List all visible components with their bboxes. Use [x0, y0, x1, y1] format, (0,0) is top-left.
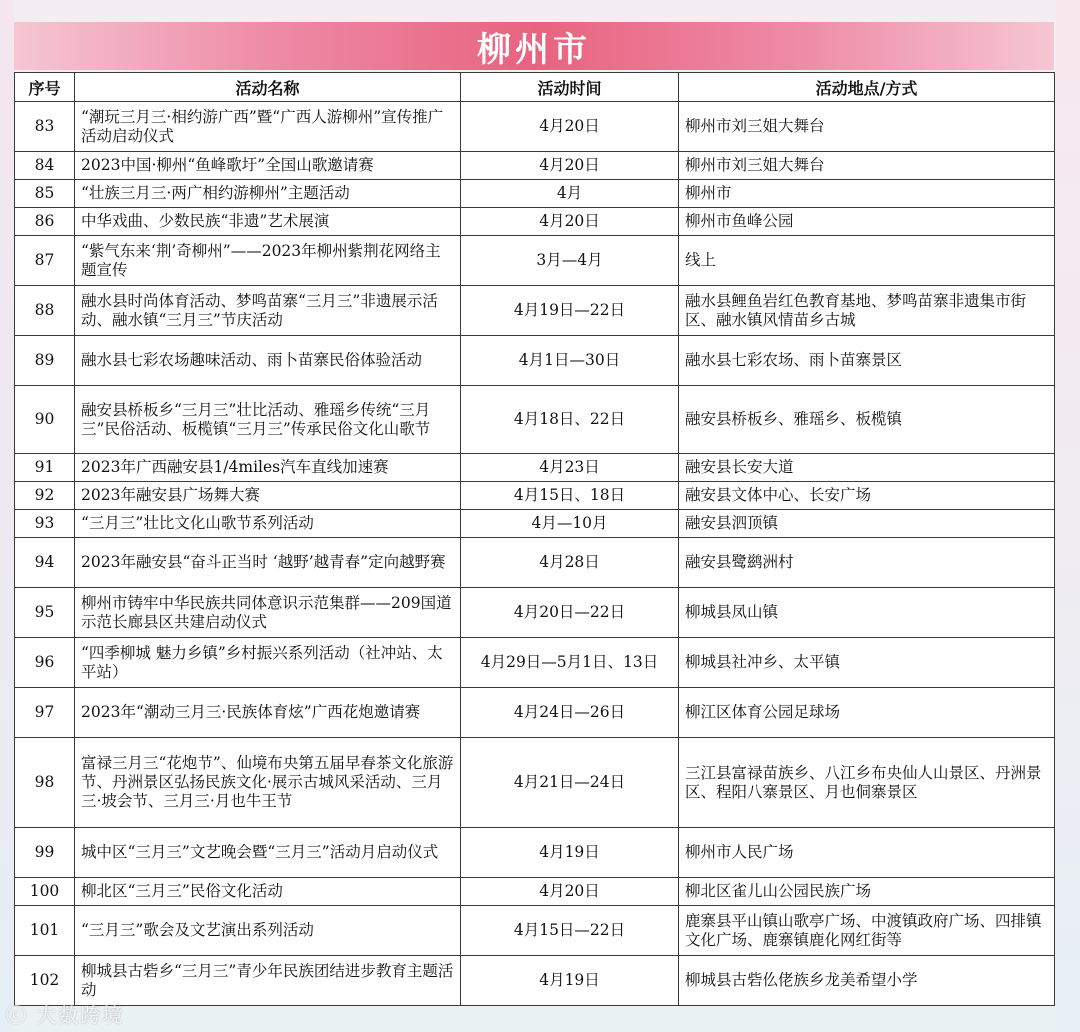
row-activity-name: “三月三”歌会及文艺演出系列活动: [75, 906, 461, 956]
row-activity-name: 柳城县古砦乡“三月三”青少年民族团结进步教育主题活动: [75, 956, 461, 1006]
row-activity-time: 4月23日: [461, 454, 679, 482]
row-activity-place: 柳州市鱼峰公园: [679, 208, 1055, 236]
table-row: [15, 336, 1055, 386]
row-number: 100: [15, 878, 75, 906]
table-header-row: [15, 73, 1055, 102]
row-activity-time: 4月19日: [461, 956, 679, 1006]
row-activity-time: 4月19日—22日: [461, 286, 679, 336]
row-activity-time: 4月15日—22日: [461, 906, 679, 956]
row-number: 88: [15, 286, 75, 336]
row-activity-place: 线上: [679, 236, 1055, 286]
row-activity-name: 2023年广西融安县1/4miles汽车直线加速赛: [75, 454, 461, 482]
row-activity-place: 融安县桥板乡、雅瑶乡、板榄镇: [679, 386, 1055, 454]
table-row: [15, 180, 1055, 208]
table-body: [15, 102, 1055, 1006]
row-activity-time: 4月28日: [461, 538, 679, 588]
row-activity-place: 柳州市人民广场: [679, 828, 1055, 878]
table-row: [15, 102, 1055, 152]
row-activity-time: 4月20日: [461, 152, 679, 180]
row-activity-place: 柳城县社冲乡、太平镇: [679, 638, 1055, 688]
right-margin-band: [1056, 0, 1080, 1032]
header-number: 序号: [15, 73, 75, 102]
row-number: 84: [15, 152, 75, 180]
row-activity-name: 融安县桥板乡“三月三”壮比活动、雅瑶乡传统“三月三”民俗活动、板榄镇“三月三”传承民俗文化山歌节: [75, 386, 461, 454]
row-activity-place: 融安县长安大道: [679, 454, 1055, 482]
row-number: 99: [15, 828, 75, 878]
table-row: [15, 152, 1055, 180]
row-activity-time: 4月24日—26日: [461, 688, 679, 738]
row-activity-place: 三江县富禄苗族乡、八江乡布央仙人山景区、丹洲景区、程阳八寨景区、月也侗寨景区: [679, 738, 1055, 828]
row-activity-name: 中华戏曲、少数民族“非遗”艺术展演: [75, 208, 461, 236]
table-row: [15, 688, 1055, 738]
row-activity-name: 2023中国·柳州“鱼峰歌圩”全国山歌邀请赛: [75, 152, 461, 180]
row-activity-name: “潮玩三月三·相约游广西”暨“广西人游柳州”宣传推广活动启动仪式: [75, 102, 461, 152]
row-number: 102: [15, 956, 75, 1006]
table-row: [15, 482, 1055, 510]
row-activity-name: 2023年融安县“奋斗正当时 ‘越野’越青春”定向越野赛: [75, 538, 461, 588]
row-activity-time: 4月—10月: [461, 510, 679, 538]
row-activity-time: 4月20日—22日: [461, 588, 679, 638]
activity-table: [14, 72, 1055, 1006]
row-activity-name: 柳北区“三月三”民俗文化活动: [75, 878, 461, 906]
row-activity-place: 柳城县古砦仫佬族乡龙美希望小学: [679, 956, 1055, 1006]
row-activity-name: 融水县七彩农场趣味活动、雨卜苗寨民俗体验活动: [75, 336, 461, 386]
table-row: [15, 588, 1055, 638]
row-activity-time: 4月29日—5月1日、13日: [461, 638, 679, 688]
row-activity-time: 4月19日: [461, 828, 679, 878]
row-activity-place: 融安县鹭鹚洲村: [679, 538, 1055, 588]
table-row: [15, 286, 1055, 336]
row-activity-place: 柳州市: [679, 180, 1055, 208]
row-number: 96: [15, 638, 75, 688]
row-activity-name: 2023年融安县广场舞大赛: [75, 482, 461, 510]
row-activity-time: 3月—4月: [461, 236, 679, 286]
row-number: 85: [15, 180, 75, 208]
row-activity-name: “三月三”壮比文化山歌节系列活动: [75, 510, 461, 538]
header-activity-name: 活动名称: [75, 73, 461, 102]
row-activity-name: “壮族三月三·两广相约游柳州”主题活动: [75, 180, 461, 208]
table-row: [15, 236, 1055, 286]
row-number: 92: [15, 482, 75, 510]
table-row: [15, 878, 1055, 906]
page-title: 柳州市: [477, 29, 591, 70]
row-activity-time: 4月21日—24日: [461, 738, 679, 828]
row-number: 97: [15, 688, 75, 738]
row-number: 90: [15, 386, 75, 454]
row-activity-name: 城中区“三月三”文艺晚会暨“三月三”活动月启动仪式: [75, 828, 461, 878]
table-row: [15, 386, 1055, 454]
header-activity-time: 活动时间: [461, 73, 679, 102]
table-row: [15, 828, 1055, 878]
row-activity-name: 融水县时尚体育活动、梦鸣苗寨“三月三”非遗展示活动、融水镇“三月三”节庆活动: [75, 286, 461, 336]
row-activity-place: 柳州市刘三姐大舞台: [679, 102, 1055, 152]
table-row: [15, 208, 1055, 236]
row-activity-place: 柳江区体育公园足球场: [679, 688, 1055, 738]
row-activity-place: 柳州市刘三姐大舞台: [679, 152, 1055, 180]
row-number: 95: [15, 588, 75, 638]
row-activity-place: 融水县七彩农场、雨卜苗寨景区: [679, 336, 1055, 386]
table-row: [15, 638, 1055, 688]
row-activity-place: 融安县文体中心、长安广场: [679, 482, 1055, 510]
row-number: 86: [15, 208, 75, 236]
watermark-logo: ⓒ 大数跨境: [6, 1003, 125, 1027]
row-activity-time: 4月20日: [461, 208, 679, 236]
row-activity-time: 4月20日: [461, 102, 679, 152]
row-activity-place: 融安县泗顶镇: [679, 510, 1055, 538]
table-row: [15, 538, 1055, 588]
table-row: [15, 906, 1055, 956]
row-number: 89: [15, 336, 75, 386]
row-activity-name: “紫气东来‘荆’奇柳州”——2023年柳州紫荆花网络主题宣传: [75, 236, 461, 286]
row-number: 94: [15, 538, 75, 588]
table-row: [15, 510, 1055, 538]
row-activity-time: 4月15日、18日: [461, 482, 679, 510]
row-activity-place: 柳城县凤山镇: [679, 588, 1055, 638]
table-row: [15, 956, 1055, 1006]
row-activity-name: “四季柳城 魅力乡镇”乡村振兴系列活动（社冲站、太平站）: [75, 638, 461, 688]
header-activity-place: 活动地点/方式: [679, 73, 1055, 102]
table-row: [15, 454, 1055, 482]
row-activity-name: 2023年“潮动三月三·民族体育炫”广西花炮邀请赛: [75, 688, 461, 738]
row-number: 93: [15, 510, 75, 538]
row-activity-time: 4月1日—30日: [461, 336, 679, 386]
row-activity-name: 柳州市铸牢中华民族共同体意识示范集群——209国道示范长廊县区共建启动仪式: [75, 588, 461, 638]
row-activity-time: 4月18日、22日: [461, 386, 679, 454]
row-activity-place: 融水县鲤鱼岩红色教育基地、梦鸣苗寨非遗集市街区、融水镇风情苗乡古城: [679, 286, 1055, 336]
row-activity-time: 4月20日: [461, 878, 679, 906]
row-number: 83: [15, 102, 75, 152]
row-number: 91: [15, 454, 75, 482]
title-banner: [14, 22, 1054, 70]
row-number: 98: [15, 738, 75, 828]
row-activity-time: 4月: [461, 180, 679, 208]
row-number: 87: [15, 236, 75, 286]
left-margin-band: [0, 0, 14, 1032]
table-row: [15, 738, 1055, 828]
row-activity-name: 富禄三月三“花炮节”、仙境布央第五届早春茶文化旅游节、丹洲景区弘扬民族文化·展示古城风采活动、三月三·坡会节、三月三·月也牛王节: [75, 738, 461, 828]
row-activity-place: 鹿寨县平山镇山歌亭广场、中渡镇政府广场、四排镇文化广场、鹿寨镇鹿化网红街等: [679, 906, 1055, 956]
row-activity-place: 柳北区雀儿山公园民族广场: [679, 878, 1055, 906]
row-number: 101: [15, 906, 75, 956]
